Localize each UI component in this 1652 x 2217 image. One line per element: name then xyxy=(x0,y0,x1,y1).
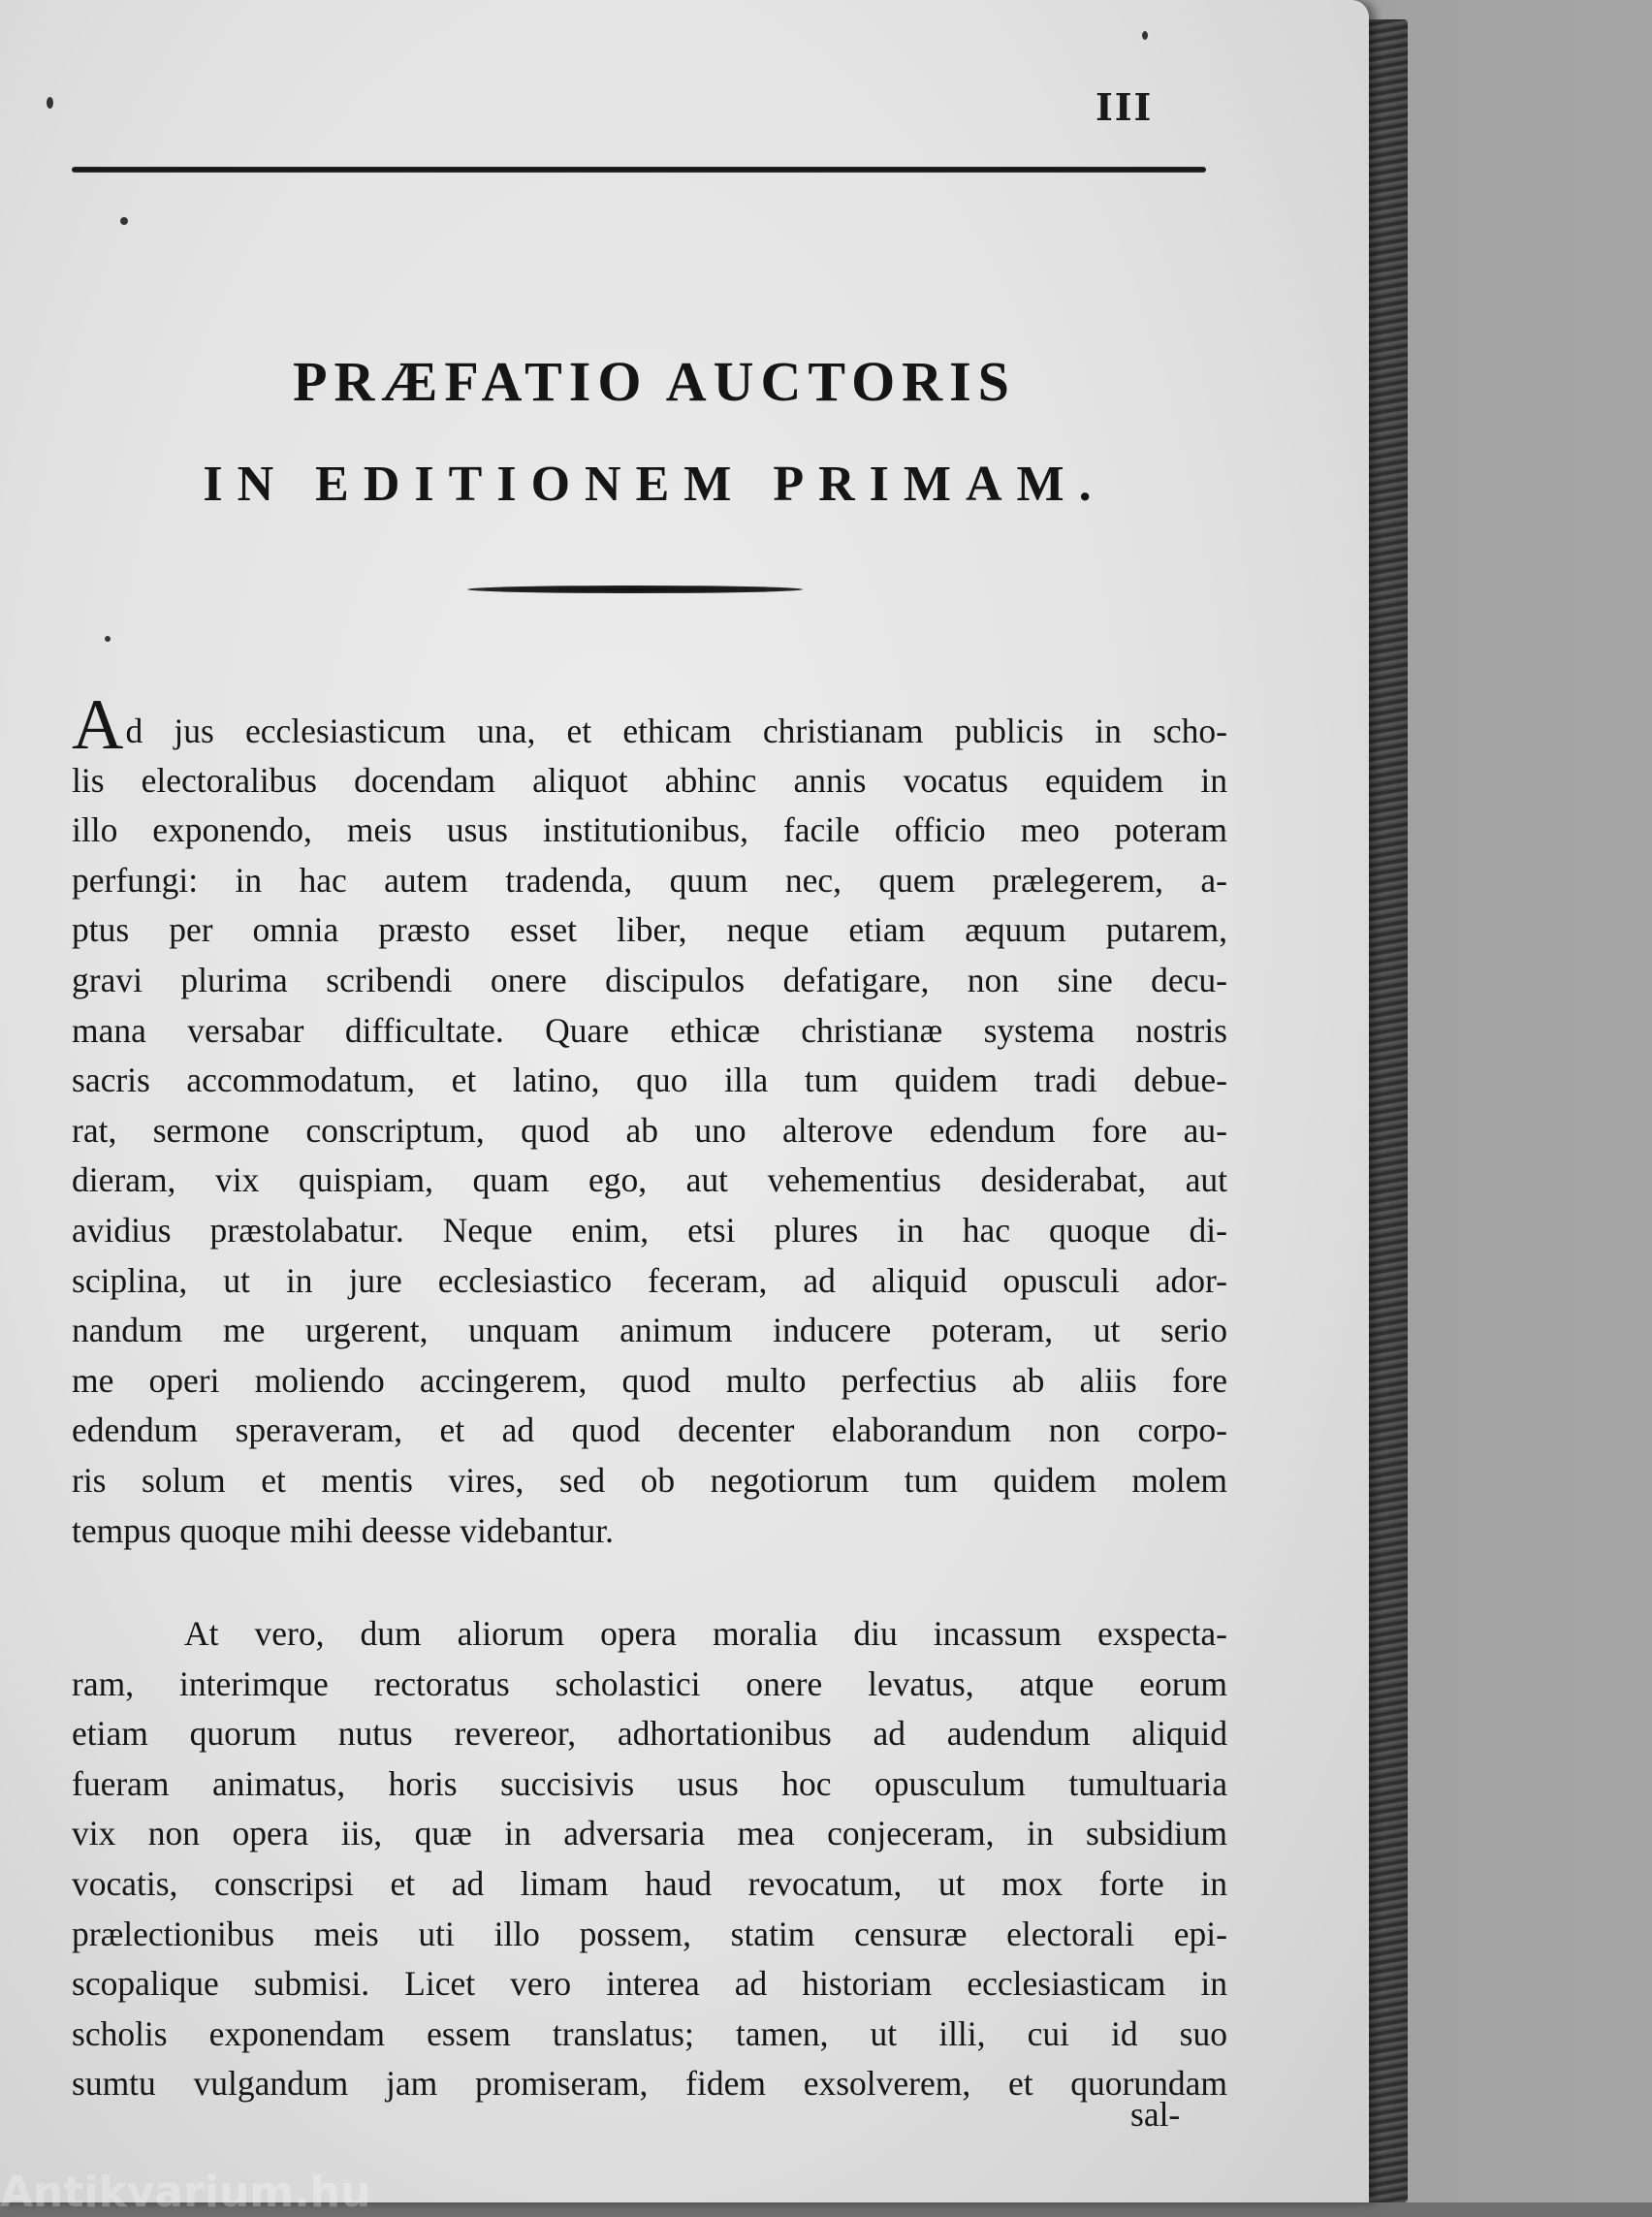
text-line: mana versabar difficultate. Quare ethicæ christianæ systema nostris xyxy=(72,1010,1227,1050)
text-line: illo exponendo, meis usus institutionibus, facile officio meo poteram xyxy=(72,810,1227,850)
text-line: tempus quoque mihi deesse videbantur. xyxy=(72,1510,615,1550)
text-line: etiam quorum nutus revereor, adhortationibus ad audendum aliquid xyxy=(72,1714,1227,1754)
page-number: III xyxy=(1096,85,1154,129)
text-line: ris solum et mentis vires, sed ob negotiorum tum quidem molem xyxy=(72,1460,1227,1500)
text-line: vix non opera iis, quæ in adversaria mea conjeceram, in subsidium xyxy=(72,1814,1227,1853)
text-line: ptus per omnia præsto esset liber, neque etiam æquum putarem, xyxy=(72,910,1227,950)
text-line: At vero, dum aliorum opera moralia diu incassum exspecta- xyxy=(184,1614,1227,1653)
text-line: sumtu vulgandum jam promiseram, fidem exsolverem, et quorundam xyxy=(72,2064,1227,2104)
text-line: perfungi: in hac autem tradenda, quum nec, quem prælegerem, a- xyxy=(72,860,1227,900)
text-line: prælectionibus meis uti illo possem, statim censuræ electorali epi- xyxy=(72,1914,1227,1953)
text-line: Ad jus ecclesiasticum una, et ethicam christianam publicis in scho- xyxy=(72,685,1227,765)
drop-initial: A xyxy=(72,685,124,765)
paper-speck xyxy=(105,636,111,642)
text-line: fueram animatus, horis succisivis usus hoc opusculum tumultuaria xyxy=(72,1763,1227,1803)
text-line: nandum me urgerent, unquam animum inducere poteram, ut serio xyxy=(72,1311,1227,1350)
text-line: ram, interimque rectoratus scholastici onere levatus, atque eorum xyxy=(72,1663,1227,1703)
text-line: lis electoralibus docendam aliquot abhinc annis vocatus equidem in xyxy=(72,760,1227,800)
watermark: Antikvarium.hu xyxy=(0,2168,371,2217)
text-line: avidius præstolabatur. Neque enim, etsi plures in hac quoque di- xyxy=(72,1210,1227,1250)
text-line: gravi plurima scribendi onere discipulos defatigare, non sine decu- xyxy=(72,960,1227,999)
paragraph-2 xyxy=(72,1609,1227,2109)
text-line: rat, sermone conscriptum, quod ab uno alterove edendum fore au- xyxy=(72,1110,1227,1150)
title-line-1: PRÆFATIO AUCTORIS xyxy=(293,350,1016,413)
paragraph-1 xyxy=(72,685,1227,1556)
text-line: dieram, vix quispiam, quam ego, aut vehementius desiderabat, aut xyxy=(72,1160,1227,1200)
text-line: scopalique submisi. Licet vero interea ad historiam ecclesiasticam in xyxy=(72,1964,1227,2004)
text-line: vocatis, conscripsi et ad limam haud revocatum, ut mox forte in xyxy=(72,1863,1227,1903)
paper-speck xyxy=(120,217,128,225)
text-line: me operi moliendo accingerem, quod multo perfectius ab aliis fore xyxy=(72,1360,1227,1400)
paper-speck xyxy=(1142,31,1148,40)
title-line-2: IN EDITIONEM PRIMAM. xyxy=(203,457,1106,512)
catchword: sal- xyxy=(1130,2095,1181,2134)
paper-speck xyxy=(47,97,53,109)
text-line: sacris accommodatum, et latino, quo illa tum quidem tradi debue- xyxy=(72,1061,1227,1100)
header-rule xyxy=(72,167,1206,173)
text-line: sciplina, ut in jure ecclesiastico feceram, ad aliquid opusculi ador- xyxy=(72,1260,1227,1300)
text-line: edendum speraveram, et ad quod decenter elaborandum non corpo- xyxy=(72,1410,1227,1450)
ornament-rule xyxy=(467,586,803,593)
text-line: scholis exponendam essem translatus; tamen, ut illi, cui id suo xyxy=(72,2013,1227,2053)
